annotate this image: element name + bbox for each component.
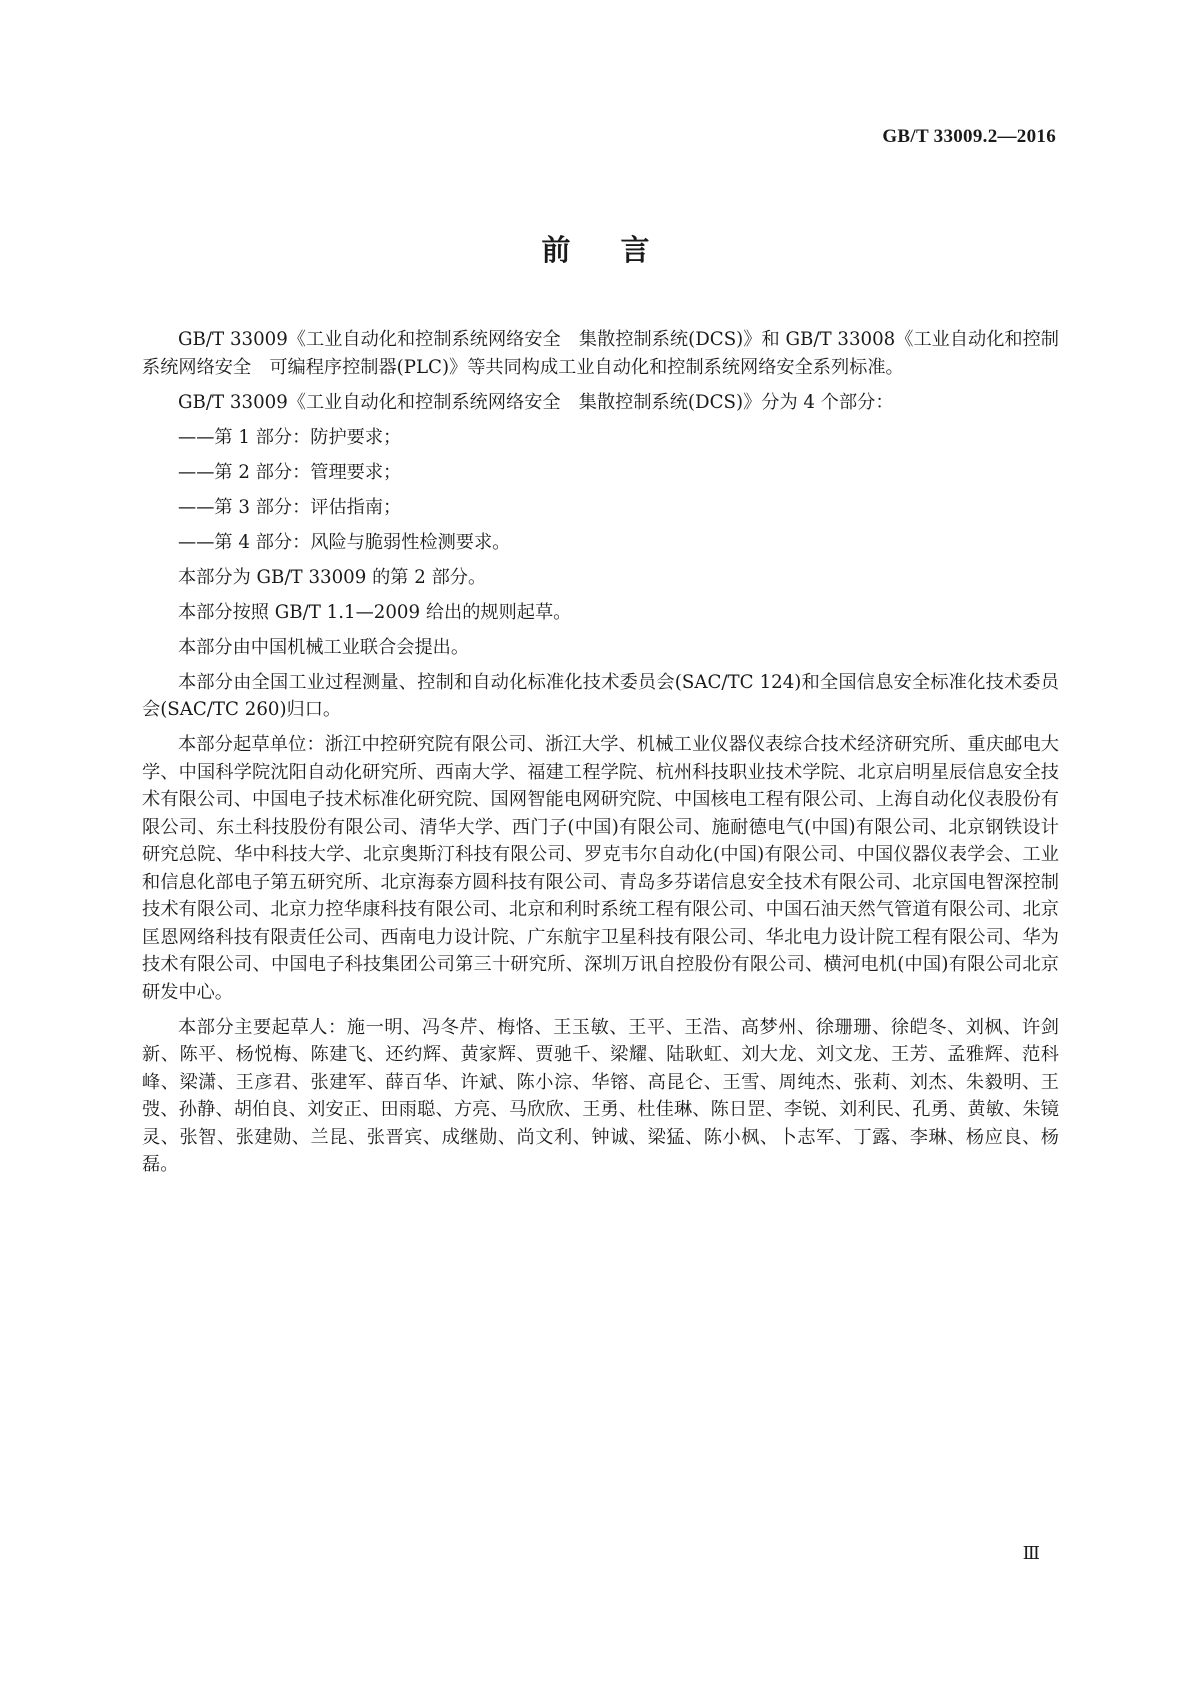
paragraph-part-number: 本部分为 GB/T 33009 的第 2 部分。 — [178, 566, 487, 588]
paragraph-drafting-organizations: 本部分起草单位：浙江中控研究院有限公司、浙江大学、机械工业仪器仪表综合技术经济研究所、重庆邮电大学、中国科学院沈阳自动化研究所、西南大学、福建工程学院、杭州科技职业技术学院、北京启明星辰信息安全技术有限公司、中国电子技术标准化研究院、国网智能电网研究院、中国核电工程有限公司、上海自动化仪表股份有限公司、东土科技股份有限公司、清华大学、西门子(中国)有限公司、施耐德电气(中国)有限公司、北京钢铁设计研究总院、华中科技大学、北京奥斯汀科技有限公司、罗克韦尔自动化(中国)有限公司、中国仪器仪表学会、工业和信息化部电子第五研究所、北京海泰方圆科技有限公司、青岛多芬诺信息安全技术有限公司、北京国电智深控制技术有限公司、北京力控华康科技有限公司、北京和利时系统工程有限公司、中国石油天然气管道有限公司、北京匡恩网络科技有限责任公司、西南电力设计院、广东航宇卫星科技有限公司、华北电力设计院工程有限公司、华为技术有限公司、中国电子科技集团公司第三十研究所、深圳万讯自控股份有限公司、横河电机(中国)有限公司北京研发中心。 — [142, 734, 1059, 1003]
paragraph-proposer: 本部分由中国机械工业联合会提出。 — [178, 636, 470, 658]
paragraph-series-intro: GB/T 33009《工业自动化和控制系统网络安全 集散控制系统(DCS)》和 GB/T 33008《工业自动化和控制系统网络安全 可编程序控制器(PLC)》等共同构成工业自动化和控制系统网络安全系列标准。 — [142, 329, 1059, 378]
paragraph-parts-intro: GB/T 33009《工业自动化和控制系统网络安全 集散控制系统(DCS)》分为 4 个部分： — [178, 391, 894, 413]
paragraph-main-drafters: 本部分主要起草人：施一明、冯冬芹、梅恪、王玉敏、王平、王浩、高梦州、徐珊珊、徐皑冬、刘枫、许剑新、陈平、杨悦梅、陈建飞、还约辉、黄家辉、贾驰千、梁耀、陆耿虹、刘大龙、刘文龙、王芳、孟雅辉、范科峰、梁潇、王彦君、张建军、薛百华、许斌、陈小淙、华镕、高昆仑、王雪、周纯杰、张莉、刘杰、朱毅明、王弢、孙静、胡伯良、刘安正、田雨聪、方亮、马欣欣、王勇、杜佳琳、陈日罡、李锐、刘利民、孔勇、黄敏、朱镜灵、张智、张建勋、兰昆、张晋宾、成继勋、尚文利、钟诚、梁猛、陈小枫、卜志军、丁露、李琳、杨应良、杨磊。 — [142, 1016, 1059, 1175]
page-number: Ⅲ — [1022, 1543, 1040, 1563]
page-title: 前言 — [541, 233, 700, 267]
list-item-part-1: ——第 1 部分：防护要求； — [178, 426, 402, 448]
document-body — [142, 326, 1059, 1186]
list-item-part-4: ——第 4 部分：风险与脆弱性检测要求。 — [178, 531, 511, 553]
paragraph-responsible-committee: 本部分由全国工业过程测量、控制和自动化标准化技术委员会(SAC/TC 124)和全国信息安全标准化技术委员会(SAC/TC 260)归口。 — [142, 671, 1059, 720]
list-item-part-2: ——第 2 部分：管理要求； — [178, 461, 402, 483]
standard-number: GB/T 33009.2—2016 — [882, 126, 1056, 147]
list-item-part-3: ——第 3 部分：评估指南； — [178, 496, 402, 518]
paragraph-drafting-rules: 本部分按照 GB/T 1.1—2009 给出的规则起草。 — [178, 601, 572, 623]
